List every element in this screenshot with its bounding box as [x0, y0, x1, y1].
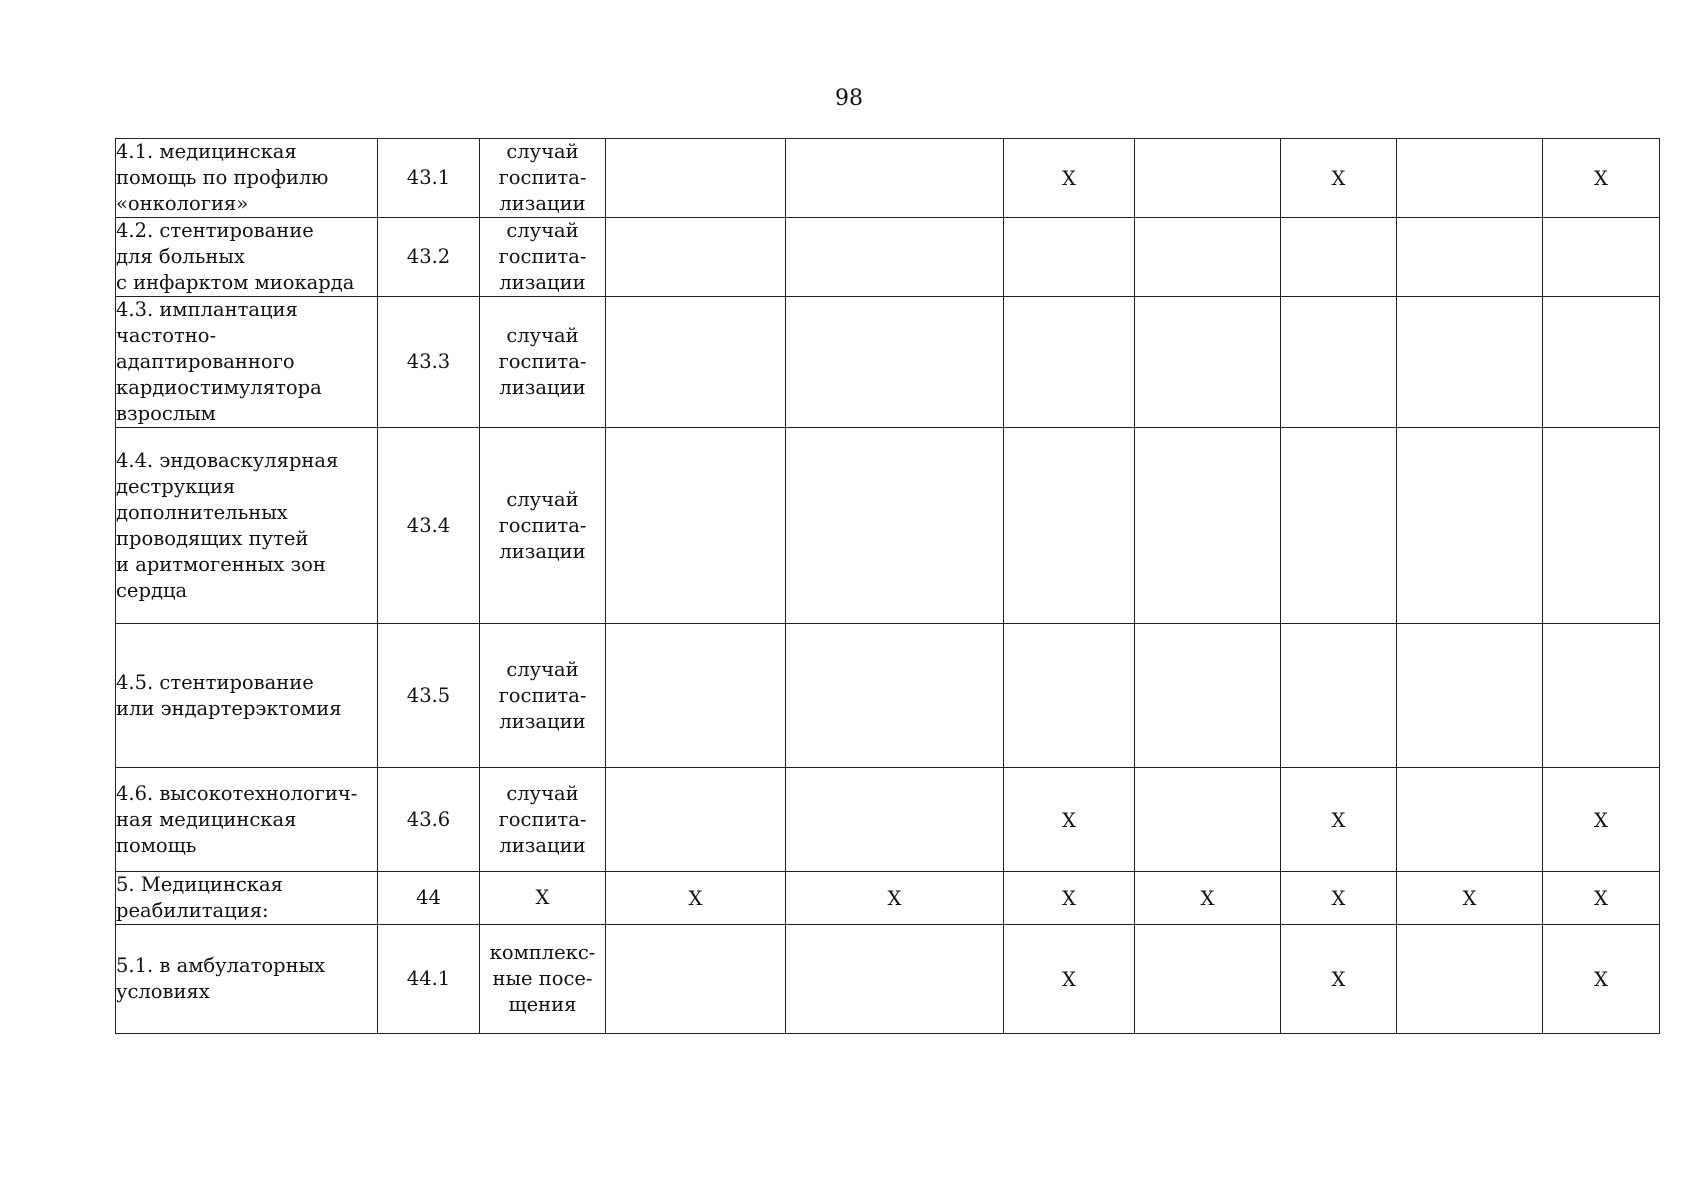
value-cell — [1004, 925, 1135, 1034]
cell-mark — [1004, 525, 1134, 527]
cell-mark — [606, 819, 785, 821]
row-name: 4.3. имплантация частотно- адаптированного кардиостимулятора взрослым — [116, 298, 322, 425]
cell-mark: Х — [1594, 167, 1608, 190]
cell-mark — [1004, 695, 1134, 697]
value-cell — [786, 297, 1004, 428]
cell-mark: Х — [688, 887, 703, 910]
row-name: 4.4. эндоваскулярная деструкция дополнительных проводящих путей и аритмогенных зон сердца — [116, 448, 339, 602]
cell-mark — [1281, 695, 1396, 697]
row-name: 4.5. стентирование или эндартерэктомия — [116, 670, 342, 720]
cell-mark — [1543, 361, 1659, 363]
value-cell — [606, 428, 786, 624]
row-unit-cell — [480, 218, 606, 297]
value-cell — [1004, 218, 1135, 297]
value-cell — [1281, 768, 1397, 872]
row-name-cell — [116, 297, 378, 428]
value-cell — [606, 768, 786, 872]
value-cell — [1543, 139, 1660, 218]
value-cell — [786, 925, 1004, 1034]
value-cell — [1281, 139, 1397, 218]
cell-mark — [606, 978, 785, 980]
row-unit-cell — [480, 624, 606, 768]
cell-mark — [1397, 256, 1542, 258]
row-name-cell — [116, 872, 378, 925]
row-line-number: 44.1 — [378, 925, 480, 1034]
cell-mark — [1543, 256, 1659, 258]
value-cell — [1135, 218, 1281, 297]
cell-mark — [1135, 525, 1280, 527]
row-line-number: 43.3 — [378, 297, 480, 428]
value-cell — [1004, 297, 1135, 428]
table-row — [116, 139, 1660, 218]
row-name-cell — [116, 428, 378, 624]
row-unit: случай госпита- лизации — [498, 140, 587, 215]
cell-mark: Х — [887, 887, 902, 910]
value-cell — [1135, 428, 1281, 624]
value-cell — [606, 872, 786, 925]
row-name: 4.6. высокотехнологич- ная медицинская помощь — [116, 781, 358, 857]
row-name-cell — [116, 925, 378, 1034]
cell-mark — [1004, 361, 1134, 363]
cell-mark: Х — [1331, 968, 1346, 991]
row-name: 4.2. стентирование для больных с инфарктом миокарда — [116, 219, 355, 294]
cell-mark: Х — [1062, 167, 1076, 190]
cell-mark — [786, 978, 1003, 980]
row-line-number: 43.6 — [378, 768, 480, 872]
value-cell — [1397, 925, 1543, 1034]
cell-mark — [1397, 978, 1542, 980]
row-unit-cell — [480, 925, 606, 1034]
table-row — [116, 925, 1660, 1034]
page-number: 98 — [835, 86, 863, 111]
cell-mark — [1135, 819, 1280, 821]
cell-mark — [1397, 177, 1542, 179]
value-cell — [1004, 872, 1135, 925]
row-name: 5.1. в амбулаторных условиях — [116, 954, 326, 1003]
row-unit-cell — [480, 872, 606, 925]
value-cell — [1397, 768, 1543, 872]
cell-mark — [606, 256, 785, 258]
row-unit: случай госпита- лизации — [498, 324, 587, 399]
value-cell — [1397, 139, 1543, 218]
value-cell — [606, 624, 786, 768]
cell-mark — [786, 256, 1003, 258]
row-name: 4.1. медицинская помощь по профилю «онкология» — [116, 140, 329, 215]
value-cell — [1543, 872, 1660, 925]
value-cell — [1004, 624, 1135, 768]
cell-mark: Х — [1331, 887, 1346, 910]
value-cell — [1135, 624, 1281, 768]
row-unit-cell — [480, 428, 606, 624]
value-cell — [1543, 925, 1660, 1034]
value-cell — [786, 139, 1004, 218]
table-body — [116, 139, 1660, 1034]
table-row — [116, 624, 1660, 768]
cell-mark — [786, 695, 1003, 697]
value-cell — [606, 297, 786, 428]
cell-mark — [1281, 256, 1396, 258]
cell-mark: Х — [1594, 887, 1608, 910]
value-cell — [1543, 218, 1660, 297]
cell-mark — [1135, 256, 1280, 258]
value-cell — [1397, 428, 1543, 624]
row-unit-cell — [480, 139, 606, 218]
row-unit: Х — [535, 886, 550, 909]
value-cell — [1281, 925, 1397, 1034]
cell-mark: Х — [1062, 887, 1076, 910]
cell-mark: Х — [1462, 887, 1477, 910]
row-unit-cell — [480, 768, 606, 872]
table-row — [116, 768, 1660, 872]
value-cell — [1397, 872, 1543, 925]
data-table — [115, 138, 1660, 1034]
value-cell — [1397, 297, 1543, 428]
cell-mark — [1281, 361, 1396, 363]
value-cell — [1281, 297, 1397, 428]
value-cell — [1543, 428, 1660, 624]
value-cell — [606, 925, 786, 1034]
row-unit: случай госпита- лизации — [498, 781, 587, 857]
value-cell — [786, 428, 1004, 624]
value-cell — [1135, 925, 1281, 1034]
cell-mark — [606, 361, 785, 363]
cell-mark: Х — [1200, 887, 1215, 910]
value-cell — [1004, 139, 1135, 218]
value-cell — [606, 139, 786, 218]
row-line-number: 43.1 — [378, 139, 480, 218]
cell-mark — [1397, 695, 1542, 697]
value-cell — [1543, 768, 1660, 872]
row-unit: случай госпита- лизации — [498, 657, 587, 733]
cell-mark — [1135, 695, 1280, 697]
cell-mark: Х — [1331, 167, 1346, 190]
value-cell — [1543, 297, 1660, 428]
row-unit: случай госпита- лизации — [498, 487, 587, 563]
value-cell — [1135, 139, 1281, 218]
value-cell — [1135, 872, 1281, 925]
cell-mark: Х — [1331, 808, 1346, 832]
cell-mark — [1397, 361, 1542, 363]
row-name-cell — [116, 624, 378, 768]
cell-mark — [1135, 978, 1280, 980]
row-name-cell — [116, 139, 378, 218]
cell-mark — [1397, 819, 1542, 821]
cell-mark — [786, 177, 1003, 179]
table-row — [116, 297, 1660, 428]
cell-mark: Х — [1062, 808, 1076, 832]
value-cell — [1135, 768, 1281, 872]
row-line-number: 43.2 — [378, 218, 480, 297]
value-cell — [786, 768, 1004, 872]
value-cell — [606, 218, 786, 297]
row-name: 5. Медицинская реабилитация: — [116, 873, 283, 922]
cell-mark — [606, 177, 785, 179]
row-line-number: 43.5 — [378, 624, 480, 768]
value-cell — [1281, 428, 1397, 624]
value-cell — [1004, 768, 1135, 872]
cell-mark: Х — [1594, 968, 1608, 991]
cell-mark: Х — [1062, 968, 1076, 991]
table-row — [116, 872, 1660, 925]
row-line-number: 43.4 — [378, 428, 480, 624]
cell-mark — [1543, 525, 1659, 527]
value-cell — [1281, 872, 1397, 925]
value-cell — [1281, 218, 1397, 297]
cell-mark — [1397, 525, 1542, 527]
value-cell — [1135, 297, 1281, 428]
value-cell — [1543, 624, 1660, 768]
value-cell — [1004, 428, 1135, 624]
cell-mark — [1135, 361, 1280, 363]
table-row — [116, 218, 1660, 297]
value-cell — [786, 218, 1004, 297]
value-cell — [1281, 624, 1397, 768]
cell-mark — [606, 525, 785, 527]
row-unit: комплекс- ные посе- щения — [489, 941, 596, 1016]
table-row — [116, 428, 1660, 624]
cell-mark — [786, 361, 1003, 363]
row-line-number: 44 — [378, 872, 480, 925]
value-cell — [1397, 218, 1543, 297]
cell-mark — [606, 695, 785, 697]
cell-mark — [786, 819, 1003, 821]
cell-mark — [786, 525, 1003, 527]
cell-mark — [1543, 695, 1659, 697]
value-cell — [786, 872, 1004, 925]
row-name-cell — [116, 218, 378, 297]
cell-mark — [1135, 177, 1280, 179]
value-cell — [786, 624, 1004, 768]
row-name-cell — [116, 768, 378, 872]
value-cell — [1397, 624, 1543, 768]
cell-mark — [1281, 525, 1396, 527]
row-unit-cell — [480, 297, 606, 428]
cell-mark — [1004, 256, 1134, 258]
row-unit: случай госпита- лизации — [498, 219, 587, 294]
cell-mark: Х — [1594, 808, 1608, 832]
